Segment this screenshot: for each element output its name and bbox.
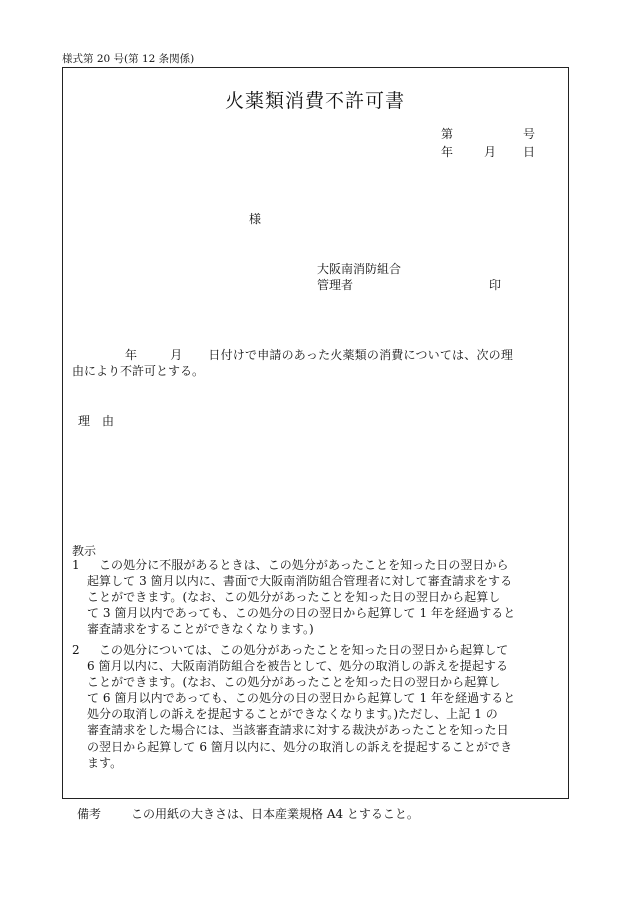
body-text-rest: 日付けで申請のあった火薬類の消費については、次の理 bbox=[208, 348, 514, 362]
document-title: 火薬類消費不許可書 bbox=[224, 90, 405, 112]
date-year-label: 年 bbox=[441, 145, 454, 159]
addressee-honorific: 様 bbox=[249, 212, 262, 226]
notice-item-2 bbox=[72, 642, 562, 771]
notice-line: 審査請求をすることができなくなります。) bbox=[87, 622, 314, 637]
notice-line: の翌日から起算して 6 箇月以内に、処分の取消しの訴えを提起することができ bbox=[87, 739, 513, 754]
reason-heading: 理 由 bbox=[78, 414, 115, 428]
notice-line: ます。 bbox=[87, 755, 123, 770]
form-number: 様式第 20 号(第 12 条関係) bbox=[62, 53, 195, 65]
remarks-label: 備考 bbox=[77, 807, 102, 821]
notice-line: ことができます。(なお、この処分があったことを知った日の翌日から起算し bbox=[87, 675, 501, 690]
body-text-line2: 由により不許可とする。 bbox=[72, 364, 205, 378]
notice-line: ことができます。(なお、この処分があったことを知った日の翌日から起算し bbox=[87, 590, 501, 605]
number-suffix: 号 bbox=[523, 127, 536, 141]
notice-item-1 bbox=[72, 557, 562, 637]
date-day-label: 日 bbox=[523, 145, 536, 159]
notice-heading: 教示 bbox=[72, 544, 97, 558]
notice-line: て 3 箇月以内であっても、この処分の日の翌日から起算して 1 年を経過すると bbox=[87, 606, 516, 621]
body-year-label: 年 bbox=[125, 348, 138, 362]
notice-line: 処分の取消しの訴えを提起することができなくなります。)ただし、上記 1 の bbox=[87, 707, 498, 722]
body-month-label: 月 bbox=[170, 348, 183, 362]
notice-line: この処分に不服があるときは、この処分があったことを知った日の翌日から bbox=[99, 558, 509, 572]
notice-line: 起算して 3 箇月以内に、書面で大阪南消防組合管理者に対して審査請求をする bbox=[87, 574, 513, 589]
body-text-line1 bbox=[125, 346, 513, 363]
remarks-text: この用紙の大きさは、日本産業規格 A4 とすること。 bbox=[131, 807, 419, 821]
notice-line: この処分については、この処分があったことを知った日の翌日から起算して bbox=[99, 643, 509, 657]
issuer-organization: 大阪南消防組合 bbox=[317, 262, 402, 276]
notice-line: 6 箇月以内に、大阪南消防組合を被告として、処分の取消しの訴えを提起する bbox=[87, 659, 509, 674]
notice-item-number: 1 bbox=[72, 558, 80, 572]
seal-mark: 印 bbox=[489, 278, 502, 292]
notice-line: 審査請求をした場合には、当該審査請求に対する裁決があったことを知った日 bbox=[87, 723, 509, 738]
date-month-label: 月 bbox=[484, 145, 497, 159]
notice-item-number: 2 bbox=[72, 643, 80, 657]
issuer-role: 管理者 bbox=[317, 278, 354, 292]
notice-line: て 6 箇月以内であっても、この処分の日の翌日から起算して 1 年を経過すると bbox=[87, 691, 516, 706]
number-prefix: 第 bbox=[441, 127, 454, 141]
